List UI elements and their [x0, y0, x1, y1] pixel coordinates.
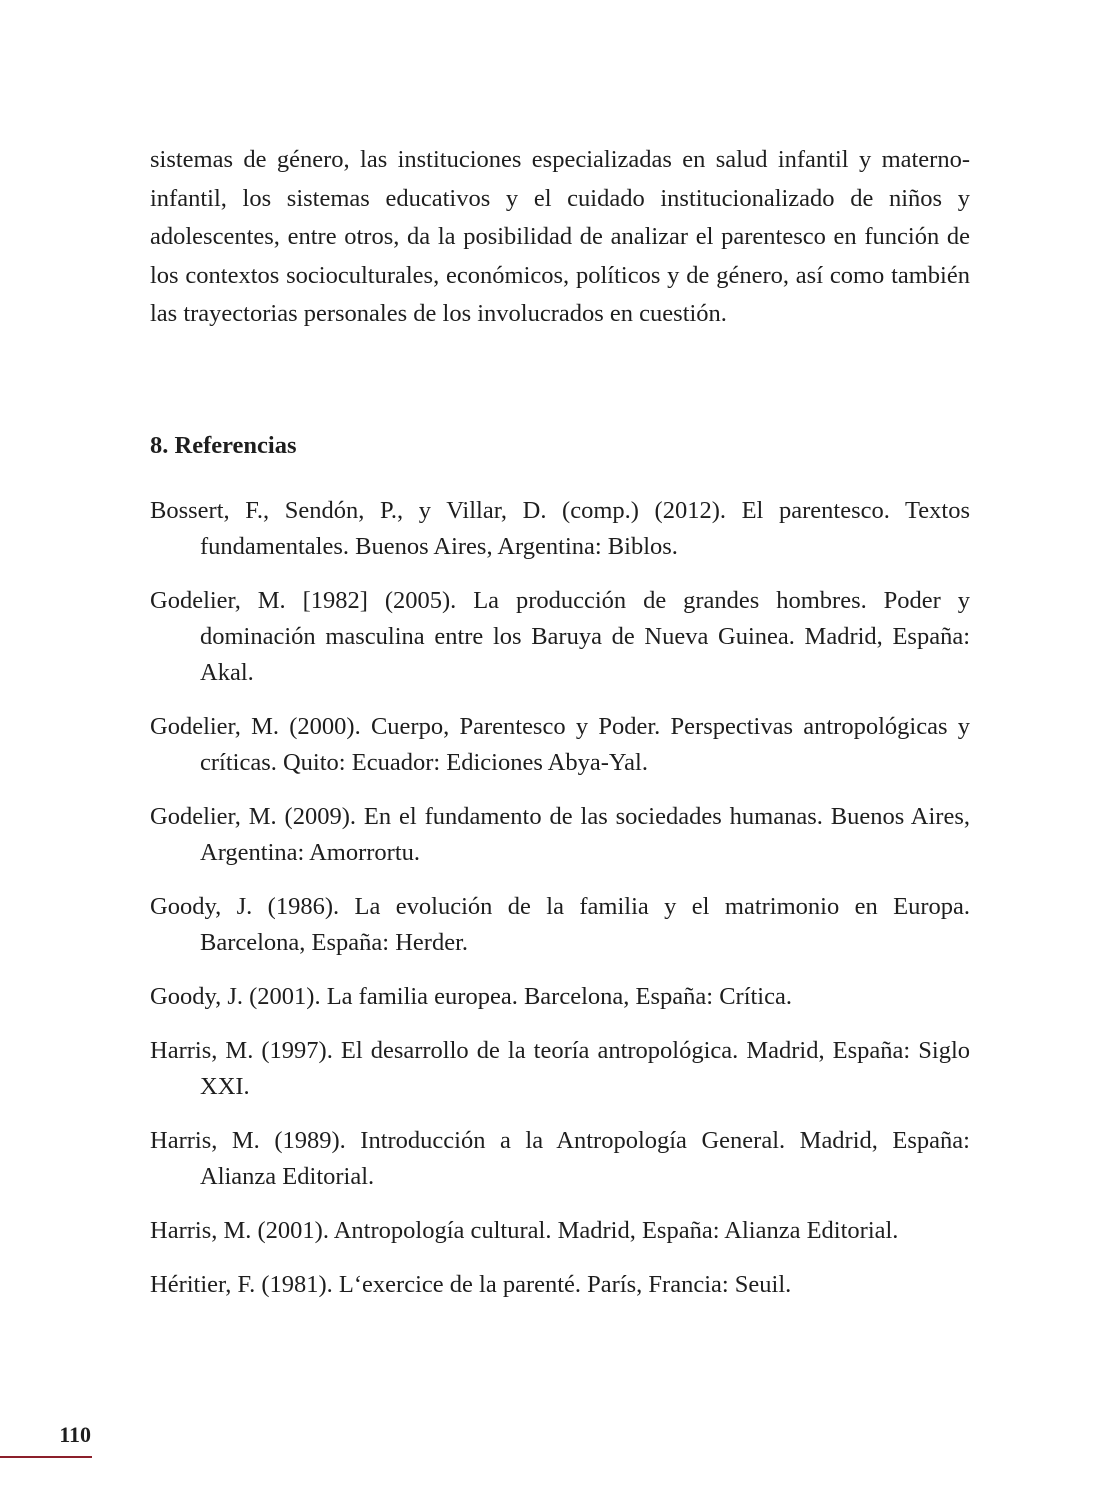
- reference-item: Bossert, F., Sendón, P., y Villar, D. (comp.) (2012). El parentesco. Textos fundamentales. Buenos Aires, Argentina: Biblos.: [150, 496, 970, 560]
- reference-item: Harris, M. (1997). El desarrollo de la teoría antropológica. Madrid, España: Siglo XXI.: [150, 1036, 970, 1100]
- reference-item: Harris, M. (1989). Introducción a la Antropología General. Madrid, España: Alianza Editorial.: [150, 1126, 970, 1190]
- page-content: [150, 141, 970, 1321]
- reference-item: Godelier, M. (2009). En el fundamento de las sociedades humanas. Buenos Aires, Argentina: Amorrortu.: [150, 802, 970, 866]
- reference-item: Goody, J. (1986). La evolución de la familia y el matrimonio en Europa. Barcelona, España: Herder.: [150, 892, 970, 956]
- reference-item: Héritier, F. (1981). L‘exercice de la parenté. París, Francia: Seuil.: [150, 1270, 792, 1298]
- page-number: 110: [59, 1422, 91, 1447]
- body-paragraph: sistemas de género, las instituciones especializadas en salud infantil y materno-infantil, los sistemas educativos y el cuidado institucionalizado de niños y adolescentes, entre otros, da la posibilidad de analizar el parentesco en función de los contextos socioculturales, económicos, políticos y de género, así como también las trayectorias personales de los involucrados en cuestión.: [150, 146, 970, 327]
- page-number-rule: [0, 1456, 92, 1458]
- reference-item: Godelier, M. (2000). Cuerpo, Parentesco y Poder. Perspectivas antropológicas y críticas. Quito: Ecuador: Ediciones Abya-Yal.: [150, 712, 970, 776]
- reference-item: Harris, M. (2001). Antropología cultural. Madrid, España: Alianza Editorial.: [150, 1216, 899, 1244]
- reference-item: Godelier, M. [1982] (2005). La producción de grandes hombres. Poder y dominación masculina entre los Baruya de Nueva Guinea. Madrid, España: Akal.: [150, 586, 970, 686]
- reference-item: Goody, J. (2001). La familia europea. Barcelona, España: Crítica.: [150, 982, 792, 1010]
- references-heading: 8. Referencias: [150, 431, 297, 459]
- references-list: [150, 493, 970, 1303]
